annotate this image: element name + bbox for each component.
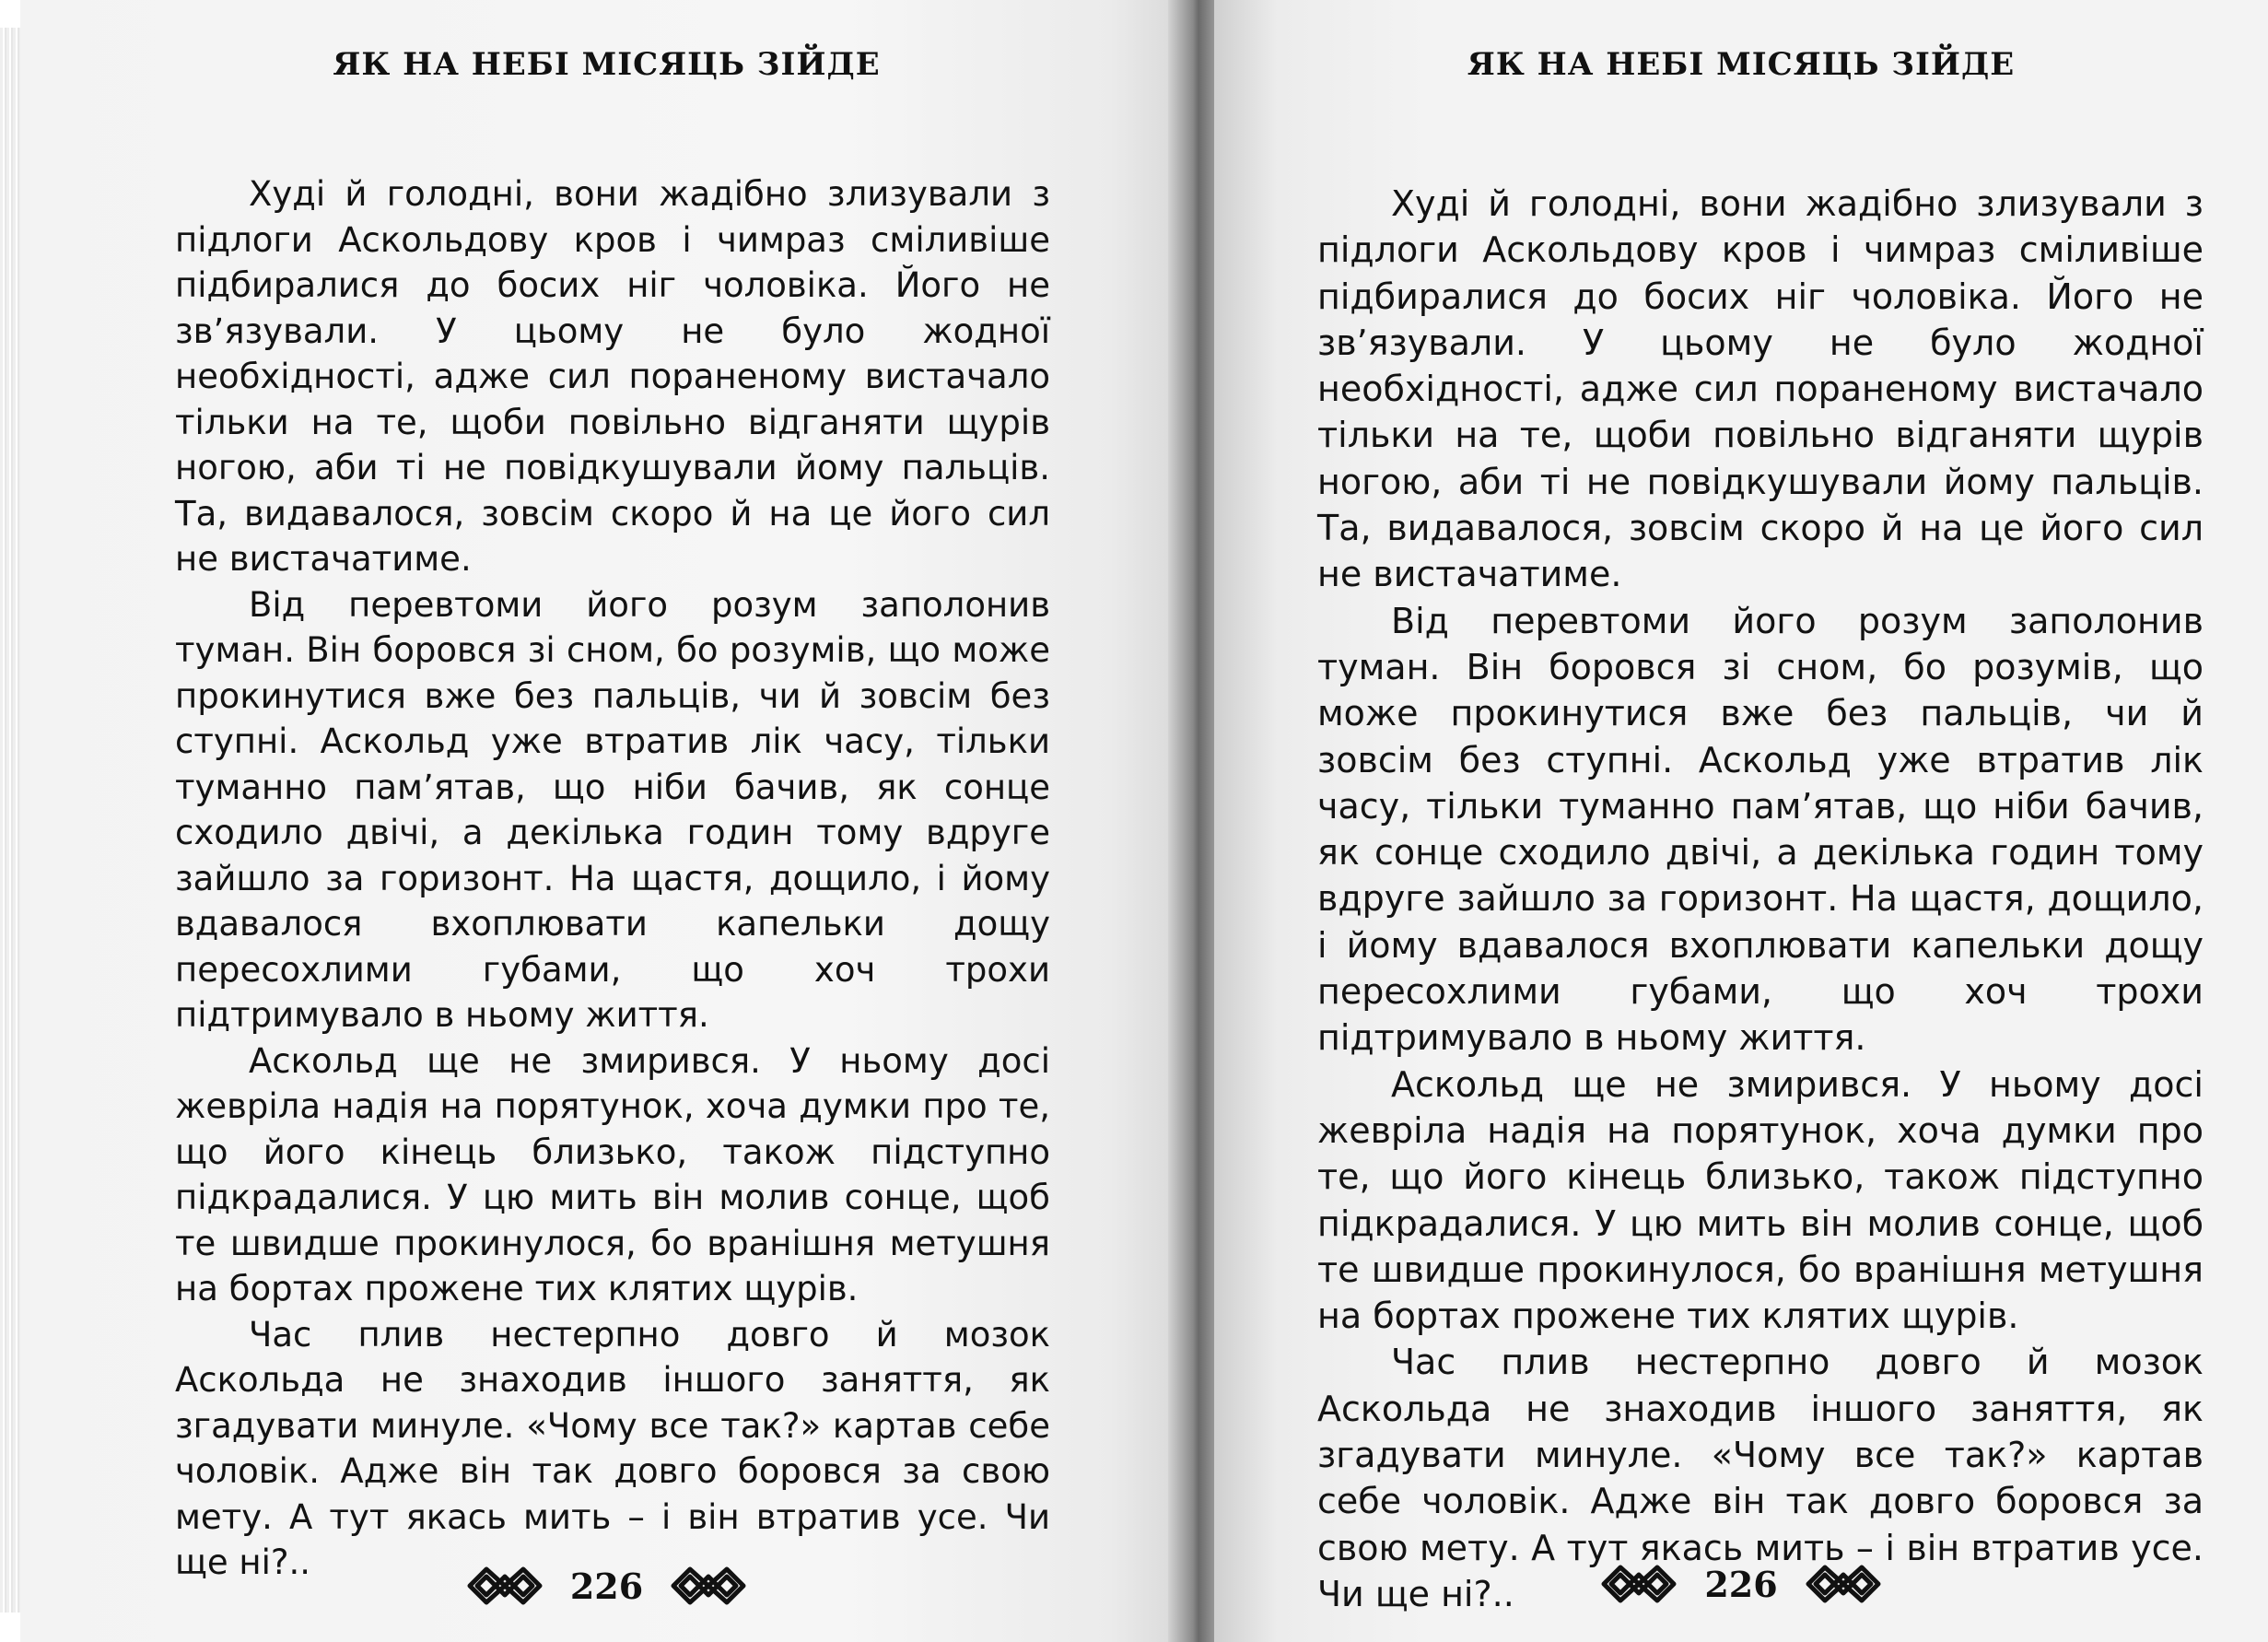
- knot-ornament-icon: [1804, 1563, 1883, 1605]
- left-page: [20, 0, 1193, 1642]
- page-text: [1317, 181, 2204, 1617]
- paragraph: Худі й голодні, вони жадібно злизували з підлоги Аскольдову кров і чимраз сміливіше підбиралися до босих ніг чоловіка. Його не зв’язували. У цьому не було жодної необхідності, адже сил пораненому вистачало тільки на те, щоби повільно відганяти щурів ногою, аби ті не повідкушували йому пальців. Та, видавалося, зовсім скоро й на це його сил не вистачатиме.: [1317, 183, 2204, 595]
- page-number: 226: [1704, 1563, 1778, 1605]
- knot-ornament-icon: [669, 1565, 748, 1607]
- page-footer: [20, 1565, 1193, 1607]
- paragraph: Худі й голодні, вони жадібно злизували з підлоги Аскольдову кров і чимраз сміливіше підбиралися до босих ніг чоловіка. Його не зв’язували. У цьому не було жодної необхідності, адже сил пораненому вистачало тільки на те, щоби повільно відганяти щурів ногою, аби ті не повідкушували йому пальців. Та, видавалося, зовсім скоро й на це його сил не вистачатиме.: [175, 174, 1050, 579]
- paragraph: Час плив нестерпно довго й мозок Аскольда не знаходив іншого заняття, як згадувати минуле. «Чому все так?» картав себе чоловік. Адже він так довго боровся за свою мету. А тут якась мить – і він втратив усе. Чи ще ні?..: [1317, 1342, 2204, 1614]
- paragraph: Від перевтоми його розум заполонив туман. Він боровся зі сном, бо розумів, що може прокинутися вже без пальців, чи й зовсім без ступні. Аскольд уже втратив лік часу, тільки туманно пам’ятав, що ніби бачив, як сонце сходило двічі, а декілька годин тому вдруге зайшло за горизонт. На щастя, дощило, і йому вдавалося вхоплювати капельки дощу пересохлими губами, що хоч трохи підтримувало в ньому життя.: [175, 584, 1050, 1035]
- page-text: [175, 171, 1050, 1586]
- paragraph: Від перевтоми його розум заполонив туман. Він боровся зі сном, бо розумів, що може прокинутися вже без пальців, чи й зовсім без ступні. Аскольд уже втратив лік часу, тільки туманно пам’ятав, що ніби бачив, як сонце сходило двічі, а декілька годин тому вдруге зайшло за горизонт. На щастя, дощило, і йому вдавалося вхоплювати капельки дощу пересохлими губами, що хоч трохи підтримувало в ньому життя.: [1317, 600, 2204, 1059]
- knot-ornament-icon: [465, 1565, 544, 1607]
- right-page: [1214, 0, 2268, 1642]
- paragraph: Аскольд ще не змирився. У ньому досі жевріла надія на порятунок, хоча думки про те, що його кінець близько, також підступно підкрадалися. У цю мить він молив сонце, щоб те швидше прокинулося, бо вранішня метушня на бортах прожене тих клятих щурів.: [175, 1040, 1050, 1308]
- running-head: ЯК НА НЕБІ МІСЯЦЬ ЗІЙДЕ: [333, 46, 881, 83]
- page-footer: [1214, 1563, 2268, 1605]
- page-number: 226: [569, 1565, 644, 1607]
- paragraph: Час плив нестерпно довго й мозок Аскольда не знаходив іншого заняття, як згадувати минуле. «Чому все так?» картав себе чоловік. Адже він так довго боровся за свою мету. А тут якась мить – і він втратив усе. Чи ще ні?..: [175, 1314, 1050, 1582]
- knot-ornament-icon: [1599, 1563, 1678, 1605]
- paragraph: Аскольд ще не змирився. У ньому досі жевріла надія на порятунок, хоча думки про те, що його кінець близько, також підступно підкрадалися. У цю мить він молив сонце, щоб те швидше прокинулося, бо вранішня метушня на бортах прожене тих клятих щурів.: [1317, 1063, 2204, 1337]
- running-head: ЯК НА НЕБІ МІСЯЦЬ ЗІЙДЕ: [1467, 46, 2016, 83]
- page-edges: [0, 28, 20, 1613]
